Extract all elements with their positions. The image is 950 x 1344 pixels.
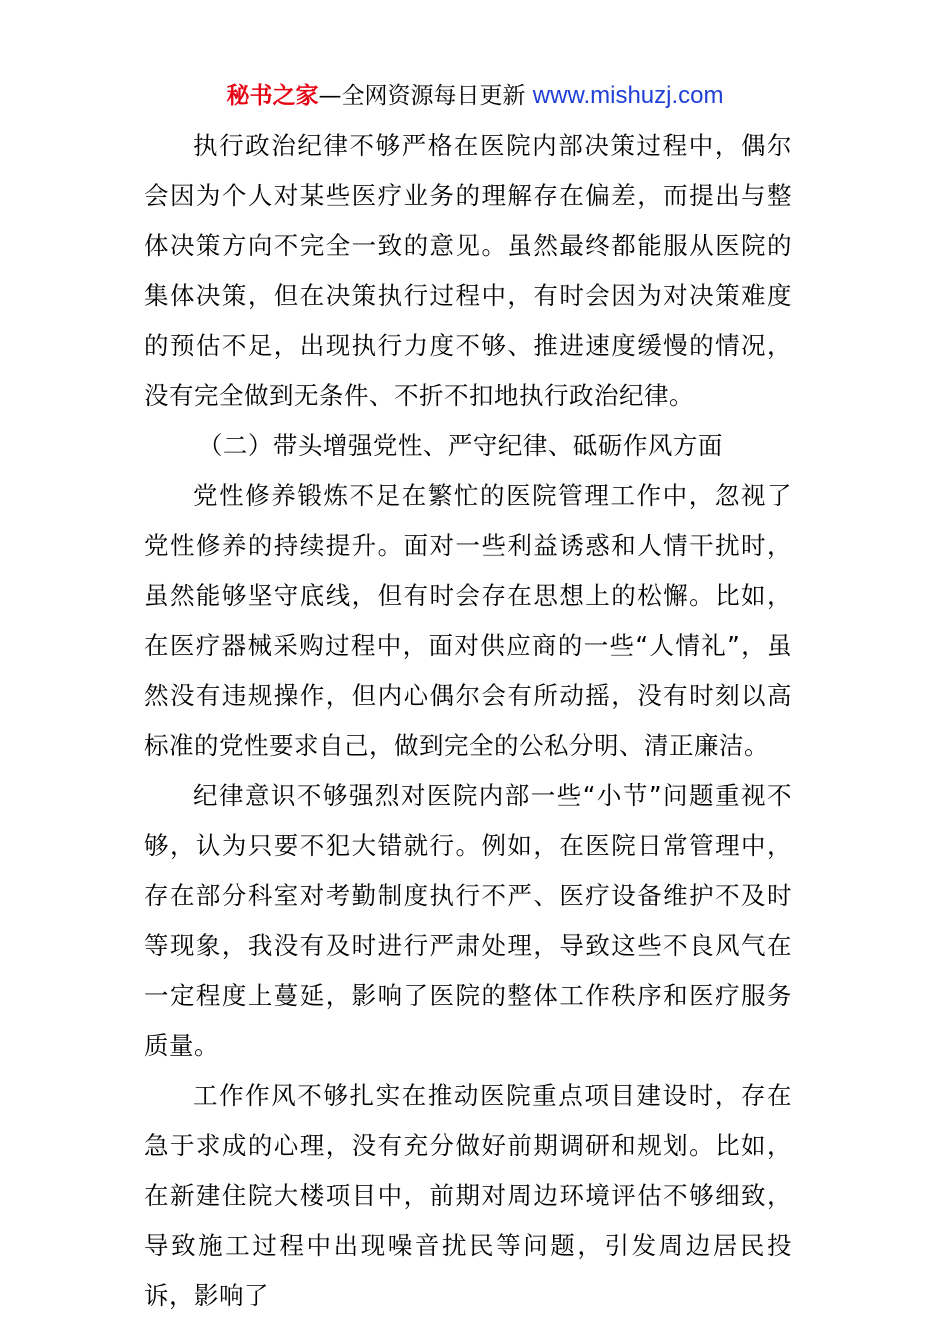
paragraph-party-spirit: 党性修养锻炼不足在繁忙的医院管理工作中，忽视了党性修养的持续提升。面对一些利益诱惑和人情干扰时，虽然能够坚守底线，但有时会存在思想上的松懈。比如，在医疗器械采购过程中，面对供应商的一些“人情礼”，虽然没有违规操作，但内心偶尔会有所动摇，没有时刻以高标准的党性要求自己，做到完全的公私分明、清正廉洁。 [144, 481, 792, 760]
paragraph-political-discipline: 执行政治纪律不够严格在医院内部决策过程中，偶尔会因为个人对某些医疗业务的理解存在偏差，而提出与整体决策方向不完全一致的意见。虽然最终都能服从医院的集体决策，但在决策执行过程中，有时会因为对决策难度的预估不足，出现执行力度不够、推进速度缓慢的情况，没有完全做到无条件、不折不扣地执行政治纪律。 [144, 131, 792, 410]
website-link[interactable]: www.mishuzj.com [532, 82, 724, 109]
paragraph-work-style: 工作作风不够扎实在推动医院重点项目建设时，存在急于求成的心理，没有充分做好前期调研和规划。比如，在新建住院大楼项目中，前期对周边环境评估不够细致，导致施工过程中出现噪音扰民等问题，引发周边居民投诉，影响了 [144, 1081, 792, 1310]
header-tagline: —全网资源每日更新 [318, 83, 533, 109]
brand-name: 秘书之家 [226, 83, 319, 109]
paragraph-discipline-awareness: 纪律意识不够强烈对医院内部一些“小节”问题重视不够，认为只要不犯大错就行。例如，在医院日常管理中，存在部分科室对考勤制度执行不严、医疗设备维护不及时等现象，我没有及时进行严肃处理，导致这些不良风气在一定程度上蔓延，影响了医院的整体工作秩序和医疗服务质量。 [144, 781, 792, 1060]
section-heading: （二）带头增强党性、严守纪律、砥砺作风方面 [197, 431, 723, 460]
document-body [144, 121, 792, 1321]
site-header [0, 80, 950, 112]
